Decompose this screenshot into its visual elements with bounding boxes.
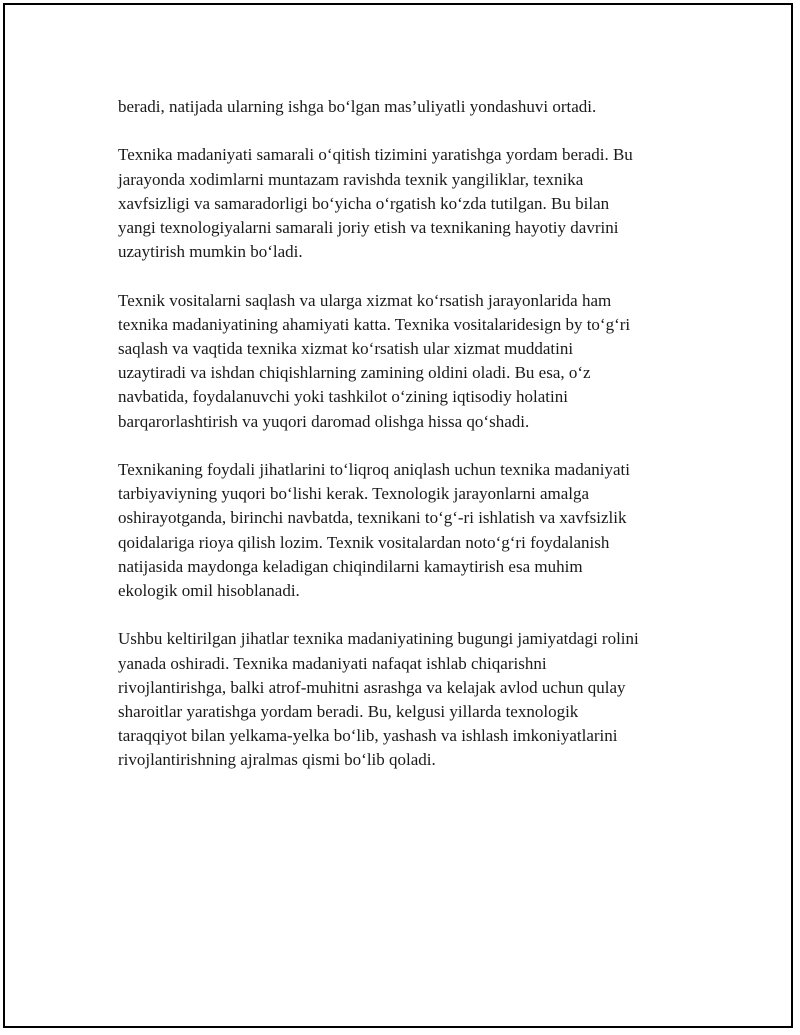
text-line: natijasida maydonga keladigan chiqindilarni kamaytirish esa muhim: [118, 556, 583, 576]
text-line: barqarorlashtirish va yuqori daromad olishga hissa qo‘shadi.: [118, 411, 530, 431]
text-line: uzaytiradi va ishdan chiqishlarning zamining oldini oladi. Bu esa, o‘z: [118, 363, 591, 383]
text-line: rivojlantirishga, balki atrof-muhitni asrashga va kelajak avlod uchun qulay: [118, 677, 626, 697]
text-line: Texnika madaniyati samarali o‘qitish tizimini yaratishga yordam beradi. Bu: [118, 145, 633, 165]
document-body: [118, 95, 684, 797]
paragraph: [118, 458, 684, 603]
text-line: ekologik omil hisoblanadi.: [118, 581, 300, 601]
text-line: yangi texnologiyalarni samarali joriy etish va texnikaning hayotiy davrini: [118, 218, 619, 237]
text-line: Texnik vositalarni saqlash va ularga xizmat ko‘rsatish jarayonlarida ham: [118, 290, 612, 310]
paragraph: [118, 95, 684, 119]
text-line: rivojlantirishning ajralmas qismi bo‘lib qoladi.: [118, 750, 436, 770]
text-line: taraqqiyot bilan yelkama-yelka bo‘lib, yashash va ishlash imkoniyatlarini: [118, 726, 618, 746]
text-line: beradi, natijada ularning ishga bo‘lgan mas’uliyatli yondashuvi ortadi.: [118, 97, 597, 116]
text-line: jarayonda xodimlarni muntazam ravishda texnik yangiliklar, texnika: [118, 169, 584, 189]
text-line: qoidalariga rioya qilish lozim. Texnik vositalardan noto‘g‘ri foydalanish: [118, 532, 610, 552]
text-line: saqlash va vaqtida texnika xizmat ko‘rsatish ular xizmat muddatini: [118, 339, 574, 358]
text-line: Ushbu keltirilgan jihatlar texnika madaniyatining bugungi jamiyatdagi rolini: [118, 629, 639, 649]
paragraph: [118, 289, 684, 434]
paragraph: [118, 143, 684, 264]
text-line: Texnikaning foydali jihatlarini to‘liqroq aniqlash uchun texnika madaniyati: [118, 460, 630, 479]
text-line: texnika madaniyatining ahamiyati katta. Texnika vositalaridesign by to‘g‘ri: [118, 314, 631, 334]
text-line: yanada oshiradi. Texnika madaniyati nafaqat ishlab chiqarishni: [118, 653, 547, 673]
text-line: sharoitlar yaratishga yordam beradi. Bu, kelgusi yillarda texnologik: [118, 702, 579, 722]
text-line: xavfsizligi va samaradorligi bo‘yicha o‘rgatish ko‘zda tutilgan. Bu bilan: [118, 193, 610, 213]
text-line: oshirayotganda, birinchi navbatda, texnikani to‘g‘-ri ishlatish va xavfsizlik: [118, 508, 627, 528]
text-line: tarbiyaviyning yuqori bo‘lishi kerak. Texnologik jarayonlarni amalga: [118, 484, 590, 504]
text-line: uzaytirish mumkin bo‘ladi.: [118, 242, 303, 262]
text-line: navbatida, foydalanuvchi yoki tashkilot o‘zining iqtisodiy holatini: [118, 387, 568, 407]
paragraph: [118, 627, 684, 772]
